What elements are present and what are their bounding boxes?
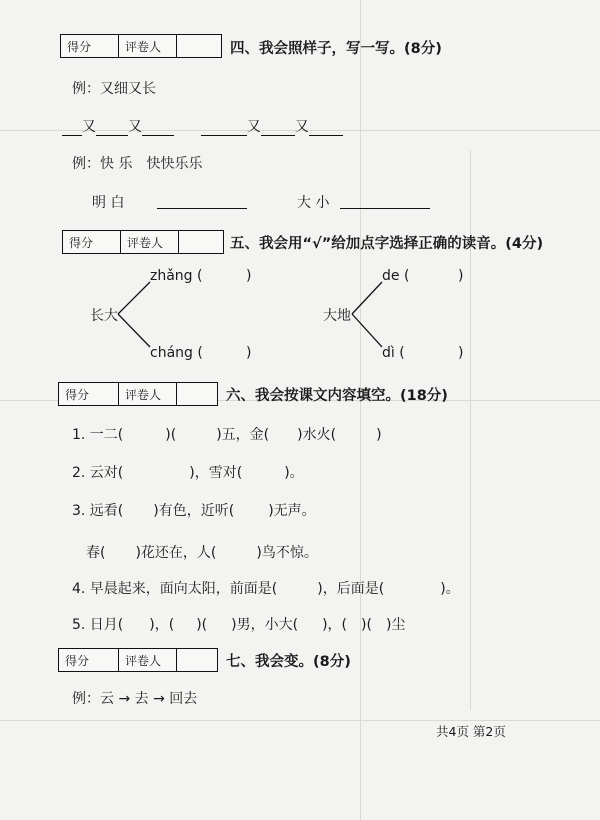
- word-1: 明 白: [92, 195, 125, 211]
- page-number: 共4页 第2页: [436, 724, 506, 739]
- close-paren: ): [246, 268, 252, 284]
- word-dadi: 大地: [323, 308, 351, 324]
- fill-line-1: 1. 一二( )( )五，金( )水火( ): [72, 427, 382, 443]
- score-box: [58, 648, 218, 672]
- section-4-heading: 四、我会照样子，写一写。(8分): [230, 41, 442, 57]
- fill-line-2: 2. 云对( )，雪对( )。: [72, 465, 304, 481]
- section-6-heading: 六、我会按课文内容填空。(18分): [226, 388, 448, 404]
- example-2: 例：快 乐 快快乐乐: [72, 156, 203, 172]
- grader-label: 评卷人: [119, 383, 177, 405]
- grader-label: 评卷人: [119, 35, 177, 57]
- fill-line-3b: 春( )花还在，人( )鸟不惊。: [86, 545, 318, 561]
- pinyin-zhang: zhǎng (: [150, 268, 203, 284]
- section-5-heading: 五、我会用“√”给加点字选择正确的读音。(4分): [230, 236, 544, 252]
- close-paren: ): [458, 345, 464, 361]
- example-1: 例：又细又长: [72, 81, 156, 97]
- example-3: 例：云 → 去 → 回去: [72, 691, 198, 707]
- grader-cell[interactable]: [177, 649, 217, 671]
- fill-line-3: 3. 远看( )有色，近听( )无声。: [72, 503, 316, 519]
- close-paren: ): [246, 345, 252, 361]
- section-7-heading: 七、我会变。(8分): [226, 654, 351, 670]
- close-paren: ): [458, 268, 464, 284]
- grader-label: 评卷人: [121, 231, 179, 253]
- score-label: 得分: [59, 383, 119, 405]
- word-changda: 长大: [90, 308, 118, 324]
- pinyin-de: de (: [382, 268, 410, 284]
- score-label: 得分: [59, 649, 119, 671]
- word-2: 大 小: [297, 195, 330, 211]
- score-label: 得分: [61, 35, 119, 57]
- score-box: [58, 382, 218, 406]
- pinyin-di: dì (: [382, 345, 405, 361]
- fill-line-4: 4. 早晨起来，面向太阳，前面是( )，后面是( )。: [72, 581, 460, 597]
- score-label: 得分: [63, 231, 121, 253]
- fill-row-1: 又 又 又 又: [62, 116, 343, 136]
- grader-cell[interactable]: [177, 383, 217, 405]
- pinyin-chang: cháng (: [150, 345, 203, 361]
- fill-line-5: 5. 日月( )，( )( )男，小大( )，( )( )尘: [72, 617, 406, 633]
- grader-label: 评卷人: [119, 649, 177, 671]
